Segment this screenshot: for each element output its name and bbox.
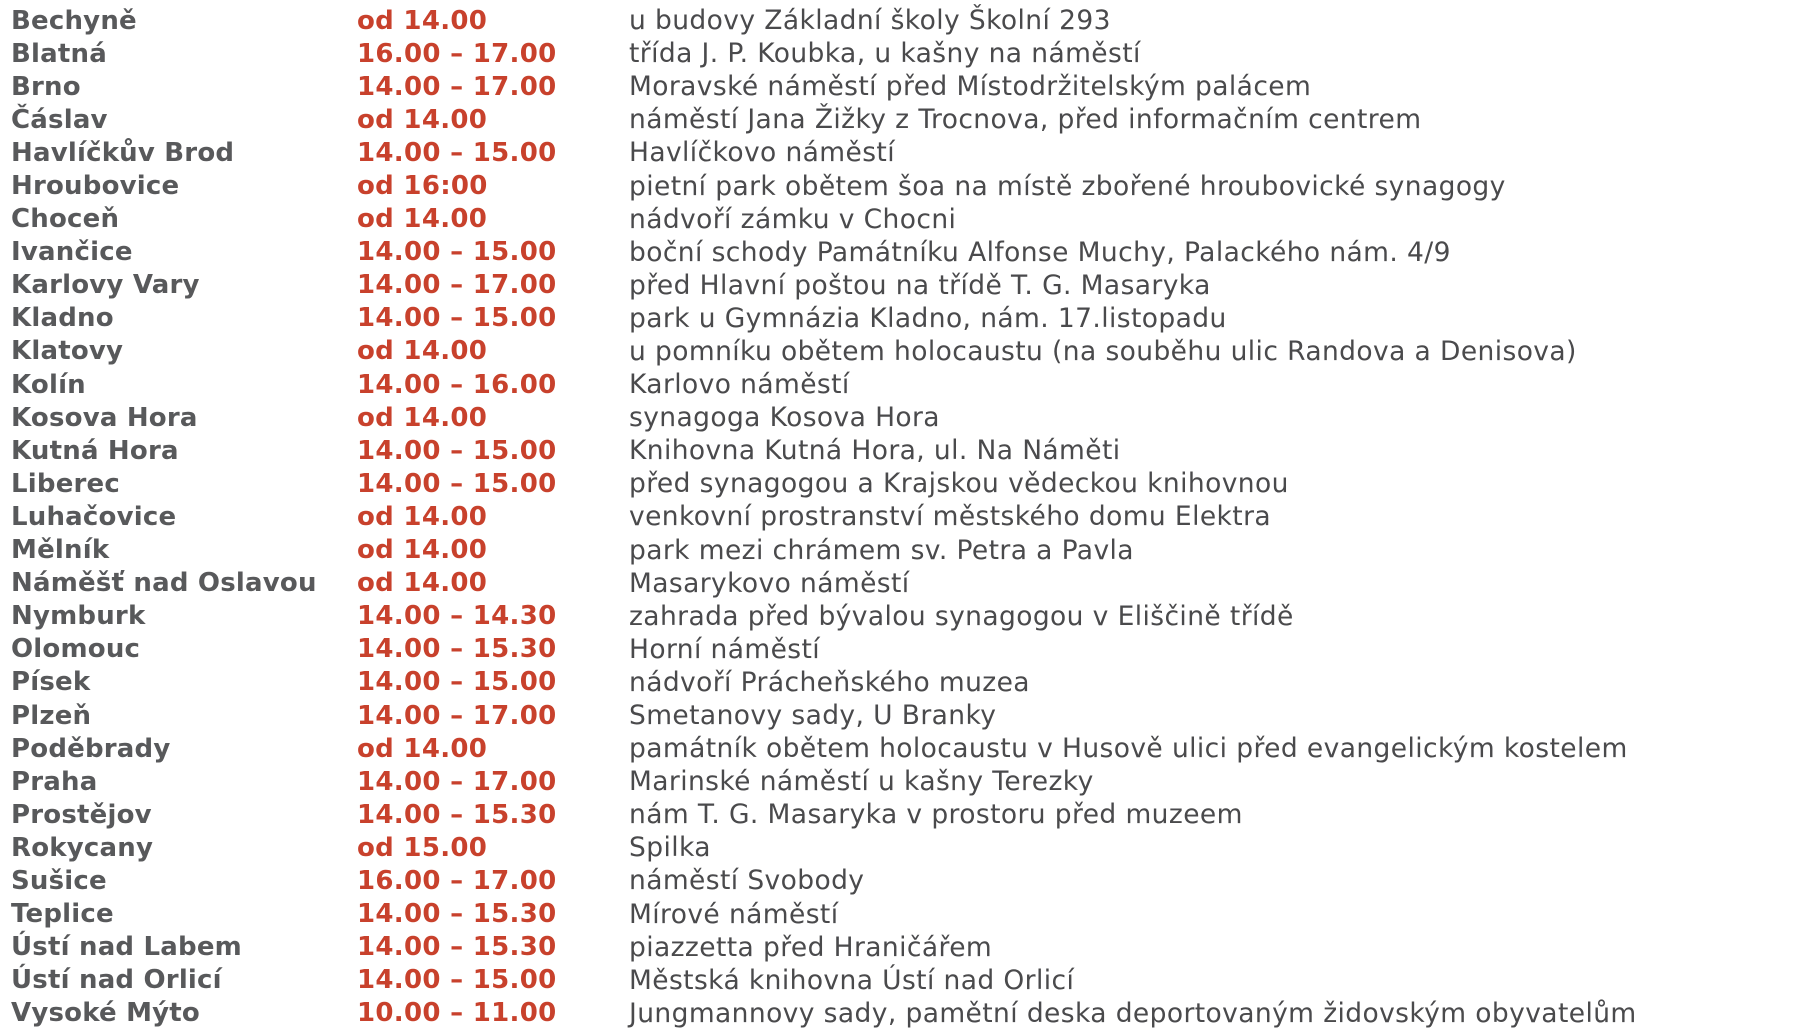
event-time: 14.00 – 17.00 — [357, 71, 557, 102]
city-name: Vysoké Mýto — [11, 998, 200, 1029]
event-location: u pomníku obětem holocaustu (na souběhu ulic Randova a Denisova) — [629, 335, 1577, 367]
event-location: Marinské náměstí u kašny Terezky — [629, 766, 1094, 798]
event-location: před synagogou a Krajskou vědeckou knihovnou — [629, 468, 1289, 500]
event-time: 10.00 – 11.00 — [357, 998, 557, 1029]
event-time: 16.00 – 17.00 — [357, 38, 557, 69]
city-name: Mělník — [11, 535, 110, 566]
event-time: 14.00 – 17.00 — [357, 766, 557, 797]
event-location: třída J. P. Koubka, u kašny na náměstí — [629, 38, 1141, 70]
schedule-row — [11, 798, 1791, 831]
event-schedule — [11, 4, 1791, 1030]
event-location: před Hlavní poštou na třídě T. G. Masaryka — [629, 269, 1211, 301]
schedule-row — [11, 103, 1791, 136]
event-location: Havlíčkovo náměstí — [629, 137, 895, 169]
city-name: Choceň — [11, 204, 120, 235]
schedule-row — [11, 4, 1791, 37]
event-location: Jungmannovy sady, pamětní deska deportovaným židovským obyvatelům — [629, 997, 1637, 1029]
event-location: Smetanovy sady, U Branky — [629, 700, 997, 732]
event-time: 14.00 – 15.00 — [357, 468, 557, 499]
event-time: 14.00 – 16.00 — [357, 369, 557, 400]
city-name: Náměšť nad Oslavou — [11, 568, 317, 599]
schedule-row — [11, 368, 1791, 401]
city-name: Bechyně — [11, 5, 137, 36]
schedule-row — [11, 633, 1791, 666]
event-time: od 14.00 — [357, 568, 488, 599]
event-time: 14.00 – 15.30 — [357, 899, 557, 930]
schedule-row — [11, 467, 1791, 500]
schedule-row — [11, 567, 1791, 600]
city-name: Havlíčkův Brod — [11, 137, 235, 168]
city-name: Rokycany — [11, 832, 154, 863]
event-time: od 16:00 — [357, 171, 488, 202]
event-location: Masarykovo náměstí — [629, 567, 910, 599]
event-location: nádvoří Prácheňského muzea — [629, 666, 1030, 698]
event-location: Karlovo náměstí — [629, 369, 850, 401]
city-name: Liberec — [11, 468, 120, 499]
event-time: od 14.00 — [357, 5, 488, 36]
event-time: 14.00 – 15.00 — [357, 137, 557, 168]
event-time: 14.00 – 17.00 — [357, 700, 557, 731]
event-time: od 14.00 — [357, 733, 488, 764]
schedule-row — [11, 964, 1791, 997]
event-location: piazzetta před Hraničářem — [629, 931, 993, 963]
event-time: 14.00 – 17.00 — [357, 270, 557, 301]
event-time: od 15.00 — [357, 832, 488, 863]
event-location: u budovy Základní školy Školní 293 — [629, 5, 1111, 37]
schedule-row — [11, 302, 1791, 335]
city-name: Kutná Hora — [11, 435, 179, 466]
event-location: boční schody Památníku Alfonse Muchy, Palackého nám. 4/9 — [629, 236, 1451, 268]
schedule-row — [11, 534, 1791, 567]
event-location: Mírové náměstí — [629, 898, 839, 930]
event-time: od 14.00 — [357, 204, 488, 235]
city-name: Ústí nad Orlicí — [11, 965, 222, 996]
schedule-row — [11, 931, 1791, 964]
schedule-row — [11, 898, 1791, 931]
event-time: od 14.00 — [357, 402, 488, 433]
event-time: 14.00 – 15.00 — [357, 237, 557, 268]
event-location: náměstí Svobody — [629, 865, 865, 897]
schedule-row — [11, 335, 1791, 368]
schedule-row — [11, 765, 1791, 798]
schedule-row — [11, 831, 1791, 864]
city-name: Ivančice — [11, 237, 133, 268]
event-location: Moravské náměstí před Místodržitelským palácem — [629, 71, 1312, 103]
schedule-row — [11, 70, 1791, 103]
event-time: 14.00 – 15.00 — [357, 965, 557, 996]
event-location: park mezi chrámem sv. Petra a Pavla — [629, 534, 1134, 566]
city-name: Nymburk — [11, 601, 146, 632]
city-name: Kladno — [11, 303, 114, 334]
event-location: park u Gymnázia Kladno, nám. 17.listopadu — [629, 302, 1227, 334]
city-name: Písek — [11, 667, 91, 698]
event-location: Horní náměstí — [629, 633, 821, 665]
city-name: Olomouc — [11, 634, 141, 665]
city-name: Blatná — [11, 38, 107, 69]
event-time: od 14.00 — [357, 501, 488, 532]
event-location: venkovní prostranství městského domu Elektra — [629, 501, 1272, 533]
schedule-row — [11, 997, 1791, 1030]
city-name: Klatovy — [11, 336, 124, 367]
event-location: náměstí Jana Žižky z Trocnova, před informačním centrem — [629, 104, 1422, 136]
schedule-row — [11, 169, 1791, 202]
event-time: 14.00 – 15.00 — [357, 303, 557, 334]
schedule-row — [11, 434, 1791, 467]
event-time: 14.00 – 15.00 — [357, 667, 557, 698]
city-name: Kosova Hora — [11, 402, 198, 433]
city-name: Teplice — [11, 899, 114, 930]
schedule-row — [11, 37, 1791, 70]
city-name: Hroubovice — [11, 171, 180, 202]
city-name: Čáslav — [11, 104, 108, 135]
event-location: nádvoří zámku v Chocni — [629, 203, 957, 235]
schedule-row — [11, 236, 1791, 269]
city-name: Sušice — [11, 865, 107, 896]
event-location: nám T. G. Masaryka v prostoru před muzeem — [629, 799, 1243, 831]
city-name: Karlovy Vary — [11, 270, 200, 301]
city-name: Poděbrady — [11, 733, 171, 764]
event-time: od 14.00 — [357, 535, 488, 566]
city-name: Ústí nad Labem — [11, 932, 242, 963]
event-time: 14.00 – 15.30 — [357, 634, 557, 665]
city-name: Praha — [11, 766, 98, 797]
city-name: Luhačovice — [11, 501, 177, 532]
event-location: synagoga Kosova Hora — [629, 402, 940, 434]
event-location: zahrada před bývalou synagogou v Eliščině třídě — [629, 600, 1294, 632]
event-location: Knihovna Kutná Hora, ul. Na Náměti — [629, 435, 1121, 467]
event-time: 14.00 – 15.30 — [357, 932, 557, 963]
event-time: od 14.00 — [357, 104, 488, 135]
event-time: 14.00 – 14.30 — [357, 601, 557, 632]
event-time: 14.00 – 15.30 — [357, 799, 557, 830]
schedule-row — [11, 699, 1791, 732]
event-time: 14.00 – 15.00 — [357, 435, 557, 466]
city-name: Brno — [11, 71, 81, 102]
event-time: od 14.00 — [357, 336, 488, 367]
event-location: památník obětem holocaustu v Husově ulici před evangelickým kostelem — [629, 733, 1628, 765]
schedule-row — [11, 600, 1791, 633]
schedule-row — [11, 269, 1791, 302]
schedule-row — [11, 136, 1791, 169]
city-name: Kolín — [11, 369, 86, 400]
schedule-row — [11, 864, 1791, 897]
schedule-row — [11, 666, 1791, 699]
event-location: Spilka — [629, 832, 711, 864]
event-time: 16.00 – 17.00 — [357, 865, 557, 896]
city-name: Plzeň — [11, 700, 92, 731]
schedule-row — [11, 401, 1791, 434]
event-location: pietní park obětem šoa na místě zbořené hroubovické synagogy — [629, 170, 1506, 202]
schedule-row — [11, 203, 1791, 236]
schedule-row — [11, 732, 1791, 765]
event-location: Městská knihovna Ústí nad Orlicí — [629, 964, 1075, 996]
schedule-row — [11, 500, 1791, 533]
city-name: Prostějov — [11, 799, 152, 830]
